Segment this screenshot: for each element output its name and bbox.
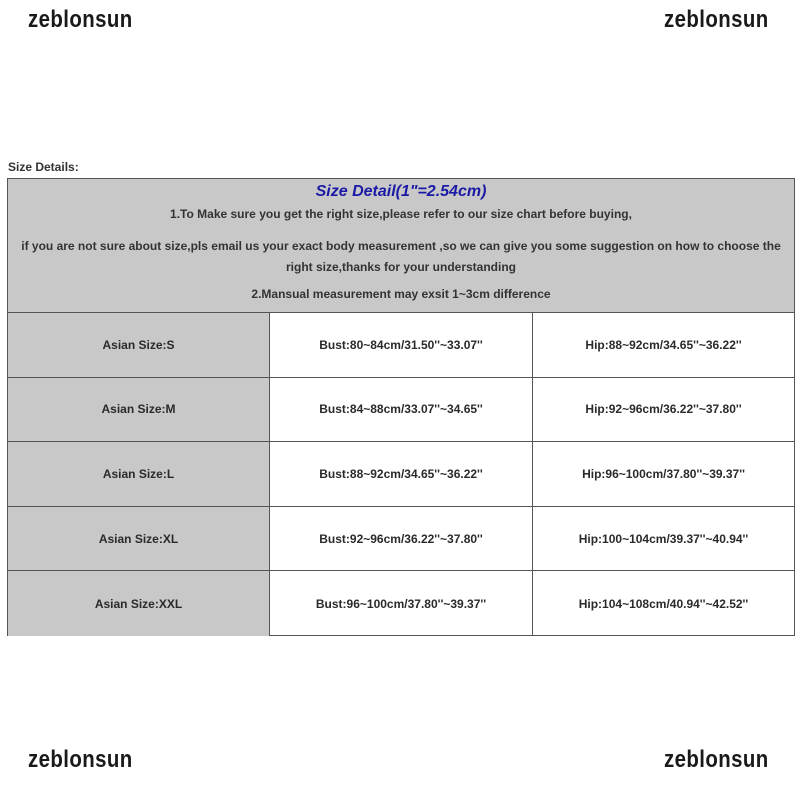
size-chart-header: [8, 179, 794, 313]
watermark-bottom-right: zeblonsun: [664, 746, 769, 773]
bust-cell: Bust:88~92cm/34.65''~36.22'': [270, 442, 533, 506]
hip-cell: Hip:104~108cm/40.94''~42.52'': [578, 596, 749, 611]
size-cell: Asian Size:XXL: [8, 571, 270, 636]
hip-cell: Hip:92~96cm/36.22''~37.80'': [585, 402, 742, 417]
instruction-line-1: 1.To Make sure you get the right size,please refer to our size chart before buying,: [170, 207, 632, 221]
instruction-line-3: 2.Mansual measurement may exsit 1~3cm difference: [251, 287, 551, 301]
hip-cell: Hip:96~100cm/37.80''~39.37'': [582, 466, 745, 481]
bust-cell: Bust:84~88cm/33.07''~34.65'': [270, 378, 533, 442]
size-chart-title: Size Detail(1"=2.54cm): [315, 183, 487, 200]
size-cell: Asian Size:L: [8, 442, 270, 506]
size-cell: Asian Size:XL: [8, 507, 270, 571]
instruction-line-2: if you are not sure about size,pls email us your exact body measurement ,so we can give you some suggestion on how to choose the right size,thanks for your understanding: [21, 239, 781, 274]
section-label: Size Details:: [8, 160, 79, 174]
table-row: [8, 442, 794, 507]
size-cell: Asian Size:S: [8, 313, 270, 377]
table-row: [8, 313, 794, 378]
table-row: [8, 571, 794, 636]
bust-cell: Bust:80~84cm/31.50''~33.07'': [270, 313, 533, 377]
bust-cell: Bust:96~100cm/37.80''~39.37'': [270, 571, 533, 636]
watermark-top-right: zeblonsun: [664, 6, 769, 33]
size-cell: Asian Size:M: [8, 378, 270, 442]
bust-cell: Bust:92~96cm/36.22''~37.80'': [270, 507, 533, 571]
hip-cell: Hip:88~92cm/34.65''~36.22'': [585, 337, 742, 352]
hip-cell: Hip:100~104cm/39.37''~40.94'': [578, 531, 749, 546]
size-chart-table: [7, 178, 795, 636]
watermark-top-left: zeblonsun: [28, 6, 133, 33]
size-rows: [8, 313, 794, 636]
table-row: [8, 378, 794, 443]
table-row: [8, 507, 794, 572]
watermark-bottom-left: zeblonsun: [28, 746, 133, 773]
